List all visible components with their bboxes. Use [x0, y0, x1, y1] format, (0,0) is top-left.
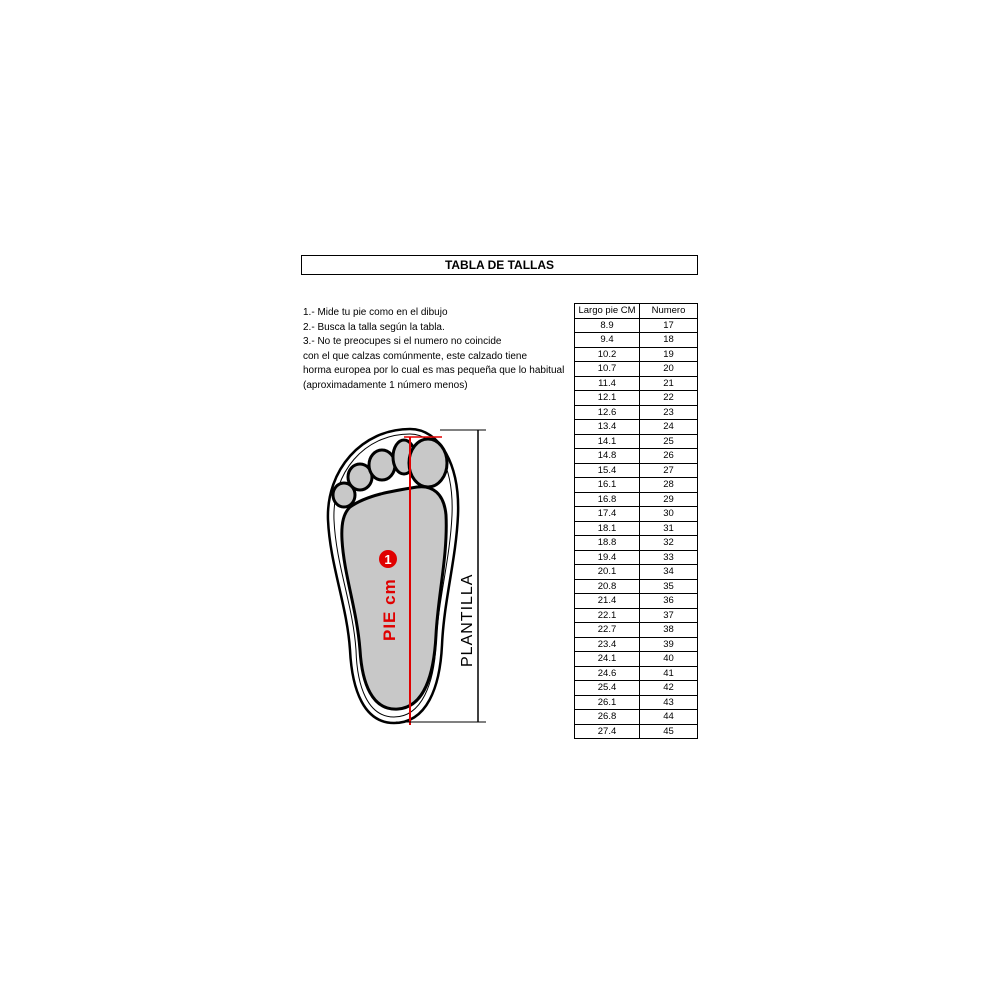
foot-length-cell: 19.4 — [575, 550, 640, 565]
foot-length-cell: 15.4 — [575, 463, 640, 478]
table-row — [575, 420, 698, 435]
size-table-body — [575, 318, 698, 739]
table-row — [575, 391, 698, 406]
size-number-cell: 37 — [640, 608, 698, 623]
table-row — [575, 623, 698, 638]
foot-length-cell: 9.4 — [575, 333, 640, 348]
table-row — [575, 579, 698, 594]
foot-length-cell: 27.4 — [575, 724, 640, 739]
foot-length-cell: 24.6 — [575, 666, 640, 681]
table-row — [575, 507, 698, 522]
foot-length-cell: 13.4 — [575, 420, 640, 435]
size-number-cell: 38 — [640, 623, 698, 638]
foot-label: PIE cm — [380, 578, 399, 641]
table-row — [575, 333, 698, 348]
table-row — [575, 565, 698, 580]
size-number-cell: 35 — [640, 579, 698, 594]
foot-length-cell: 12.6 — [575, 405, 640, 420]
size-number-cell: 30 — [640, 507, 698, 522]
foot-length-cell: 8.9 — [575, 318, 640, 333]
foot-length-cell: 14.1 — [575, 434, 640, 449]
instruction-line: (aproximadamente 1 número menos) — [303, 379, 468, 391]
toe-middle — [369, 450, 395, 480]
size-number-cell: 26 — [640, 449, 698, 464]
size-number-cell: 22 — [640, 391, 698, 406]
foot-length-cell: 24.1 — [575, 652, 640, 667]
foot-length-cell: 16.8 — [575, 492, 640, 507]
table-row — [575, 652, 698, 667]
size-number-cell: 33 — [640, 550, 698, 565]
table-row — [575, 637, 698, 652]
marker-number: 1 — [384, 552, 392, 567]
table-row — [575, 536, 698, 551]
size-number-cell: 21 — [640, 376, 698, 391]
size-number-cell: 25 — [640, 434, 698, 449]
page-title: TABLA DE TALLAS — [301, 255, 698, 275]
table-row — [575, 362, 698, 377]
table-row — [575, 666, 698, 681]
table-row — [575, 405, 698, 420]
instructions — [303, 306, 573, 394]
table-row — [575, 376, 698, 391]
table-row — [575, 492, 698, 507]
size-number-cell: 45 — [640, 724, 698, 739]
foot-measurement-diagram — [322, 425, 497, 730]
foot-length-cell: 20.8 — [575, 579, 640, 594]
size-number-cell: 34 — [640, 565, 698, 580]
table-header-row — [575, 304, 698, 319]
table-row — [575, 695, 698, 710]
foot-length-cell: 18.1 — [575, 521, 640, 536]
table-row — [575, 594, 698, 609]
size-number-cell: 28 — [640, 478, 698, 493]
size-number-cell: 41 — [640, 666, 698, 681]
foot-length-cell: 22.1 — [575, 608, 640, 623]
foot-length-cell: 21.4 — [575, 594, 640, 609]
header-size-number: Numero — [640, 304, 698, 319]
foot-length-cell: 17.4 — [575, 507, 640, 522]
size-number-cell: 18 — [640, 333, 698, 348]
foot-length-cell: 20.1 — [575, 565, 640, 580]
size-number-cell: 29 — [640, 492, 698, 507]
foot-length-cell: 22.7 — [575, 623, 640, 638]
foot-length-cell: 14.8 — [575, 449, 640, 464]
instruction-line: 2.- Busca la talla según la tabla. — [303, 321, 445, 333]
table-row — [575, 434, 698, 449]
foot-length-cell: 10.2 — [575, 347, 640, 362]
size-number-cell: 20 — [640, 362, 698, 377]
size-table — [574, 303, 698, 739]
table-row — [575, 724, 698, 739]
size-number-cell: 39 — [640, 637, 698, 652]
instruction-line: horma europea por lo cual es mas pequeña que lo habitual — [303, 365, 565, 377]
foot-length-cell: 23.4 — [575, 637, 640, 652]
instruction-line: 3.- No te preocupes si el numero no coincide — [303, 336, 502, 348]
foot-length-cell: 16.1 — [575, 478, 640, 493]
size-number-cell: 23 — [640, 405, 698, 420]
table-row — [575, 449, 698, 464]
size-number-cell: 40 — [640, 652, 698, 667]
size-number-cell: 17 — [640, 318, 698, 333]
table-row — [575, 608, 698, 623]
foot-length-cell: 18.8 — [575, 536, 640, 551]
foot-length-cell: 12.1 — [575, 391, 640, 406]
size-number-cell: 31 — [640, 521, 698, 536]
size-number-cell: 24 — [640, 420, 698, 435]
table-row — [575, 550, 698, 565]
size-number-cell: 27 — [640, 463, 698, 478]
table-row — [575, 478, 698, 493]
size-number-cell: 43 — [640, 695, 698, 710]
instruction-line: con el que calzas comúnmente, este calzado tiene — [303, 350, 528, 362]
size-number-cell: 42 — [640, 681, 698, 696]
toe-big — [409, 439, 447, 487]
foot-length-cell: 10.7 — [575, 362, 640, 377]
header-foot-length: Largo pie CM — [575, 304, 640, 319]
foot-length-cell: 26.8 — [575, 710, 640, 725]
table-row — [575, 318, 698, 333]
foot-length-cell: 25.4 — [575, 681, 640, 696]
size-number-cell: 36 — [640, 594, 698, 609]
size-number-cell: 32 — [640, 536, 698, 551]
table-row — [575, 347, 698, 362]
table-row — [575, 463, 698, 478]
size-number-cell: 19 — [640, 347, 698, 362]
table-row — [575, 710, 698, 725]
table-row — [575, 521, 698, 536]
size-number-cell: 44 — [640, 710, 698, 725]
table-row — [575, 681, 698, 696]
foot-length-cell: 11.4 — [575, 376, 640, 391]
instruction-line: 1.- Mide tu pie como en el dibujo — [303, 307, 448, 318]
insole-label: PLANTILLA — [459, 573, 476, 667]
foot-length-cell: 26.1 — [575, 695, 640, 710]
